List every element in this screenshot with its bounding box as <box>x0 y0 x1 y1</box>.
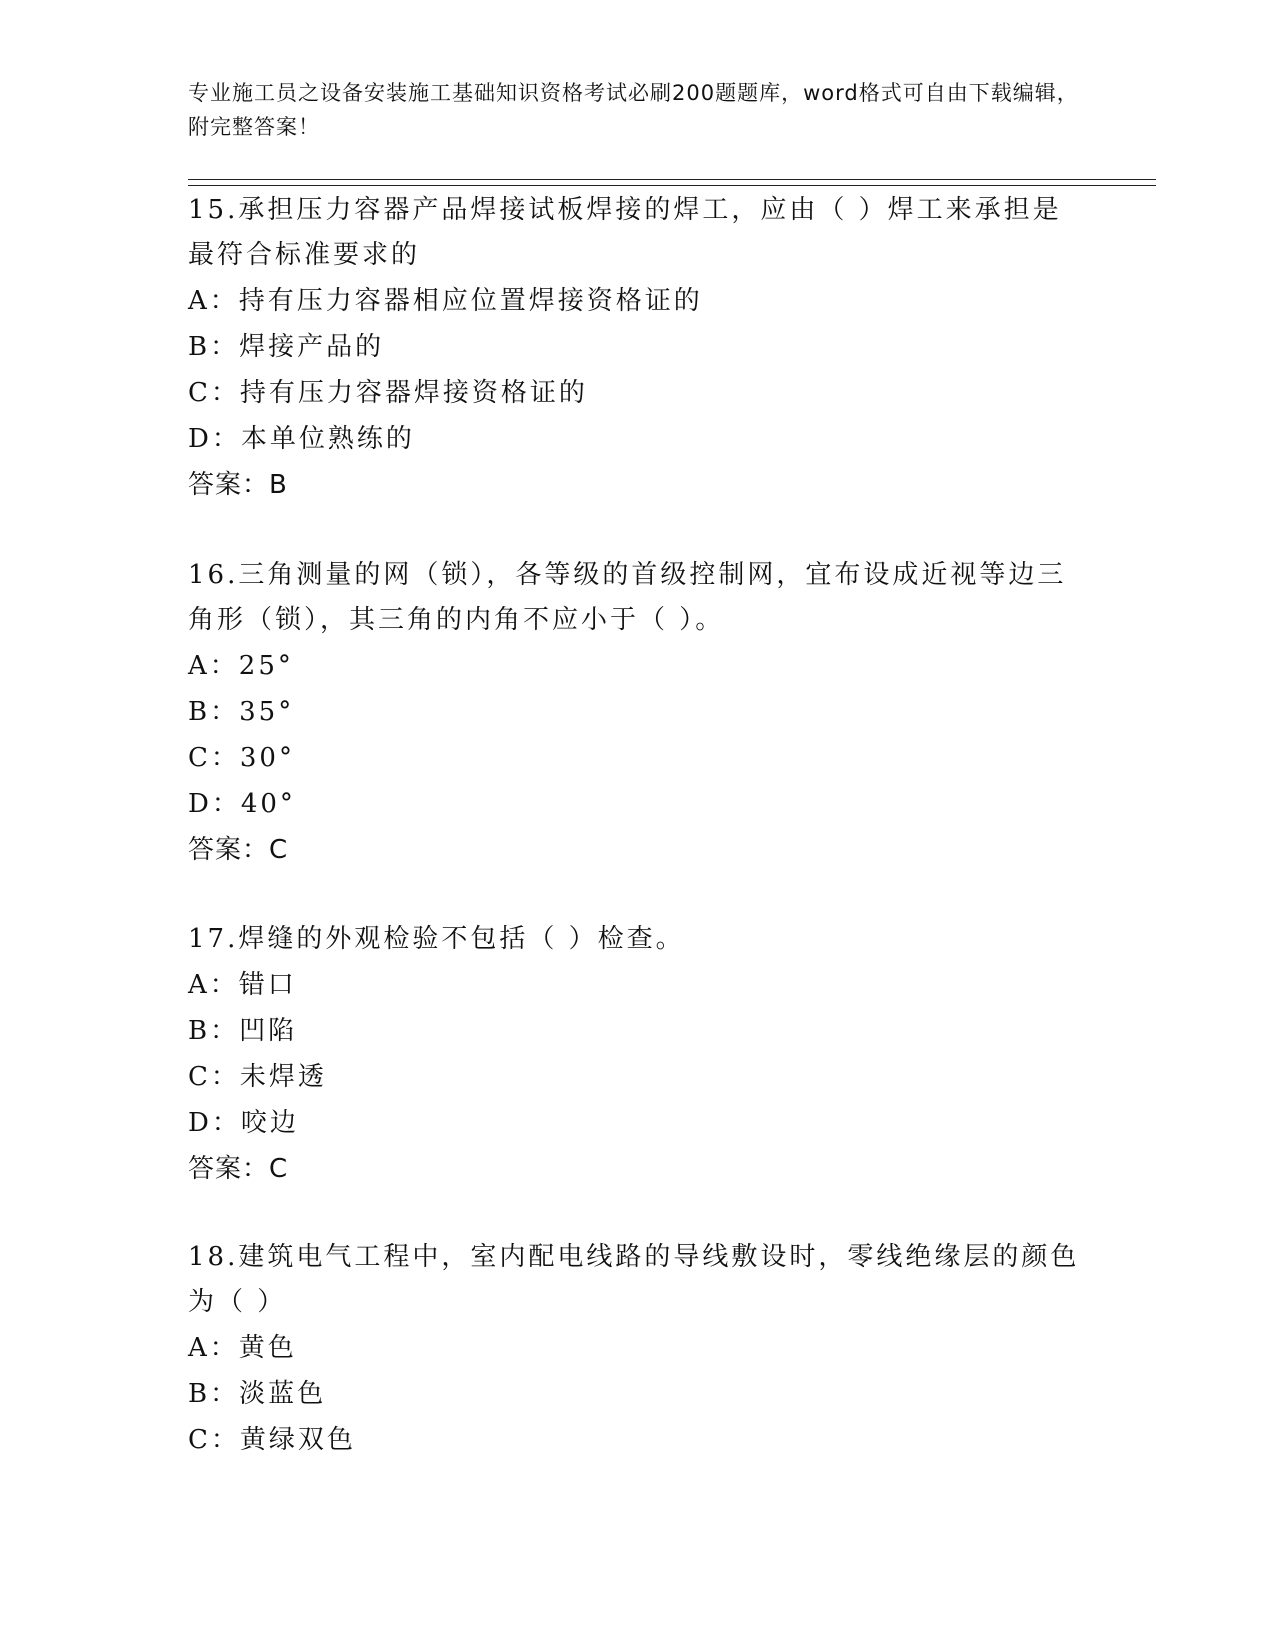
answer: 答案：B <box>188 470 288 500</box>
option-b: B：淡蓝色 <box>188 1379 327 1409</box>
header-divider <box>188 179 1156 186</box>
question-text: 15.承担压力容器产品焊接试板焊接的焊工，应由（ ）焊工来承担是最符合标准要求的 <box>188 195 1062 270</box>
option-a: A：错口 <box>188 970 297 1000</box>
option-d: D：40° <box>188 789 296 819</box>
option-c: C：未焊透 <box>188 1062 327 1092</box>
option-d: D：咬边 <box>188 1108 299 1138</box>
option-a: A：25° <box>188 651 294 681</box>
question-text: 18.建筑电气工程中，室内配电线路的导线敷设时，零线绝缘层的颜色为（ ） <box>188 1242 1080 1317</box>
option-a: A：黄色 <box>188 1333 297 1363</box>
question-text: 17.焊缝的外观检验不包括（ ）检查。 <box>188 924 685 954</box>
question-15 <box>188 188 1088 508</box>
option-c: C：30° <box>188 743 295 773</box>
option-b: B：35° <box>188 697 295 727</box>
option-d: D：本单位熟练的 <box>188 424 415 454</box>
option-c: C：持有压力容器焊接资格证的 <box>188 378 588 408</box>
question-17 <box>188 917 1088 1192</box>
option-b: B：凹陷 <box>188 1016 298 1046</box>
document-header: 专业施工员之设备安装施工基础知识资格考试必刷200题题库，word格式可自由下载编辑，附完整答案！ <box>188 81 1079 139</box>
question-18 <box>188 1235 1088 1463</box>
option-a: A：持有压力容器相应位置焊接资格证的 <box>188 286 703 316</box>
question-text: 16.三角测量的网（锁），各等级的首级控制网，宜布设成近视等边三角形（锁），其三角的内角不应小于（ ）。 <box>188 560 1067 635</box>
option-b: B：焊接产品的 <box>188 332 385 362</box>
answer: 答案：C <box>188 835 289 865</box>
option-c: C：黄绿双色 <box>188 1425 356 1455</box>
answer: 答案：C <box>188 1154 289 1184</box>
question-16 <box>188 553 1088 873</box>
